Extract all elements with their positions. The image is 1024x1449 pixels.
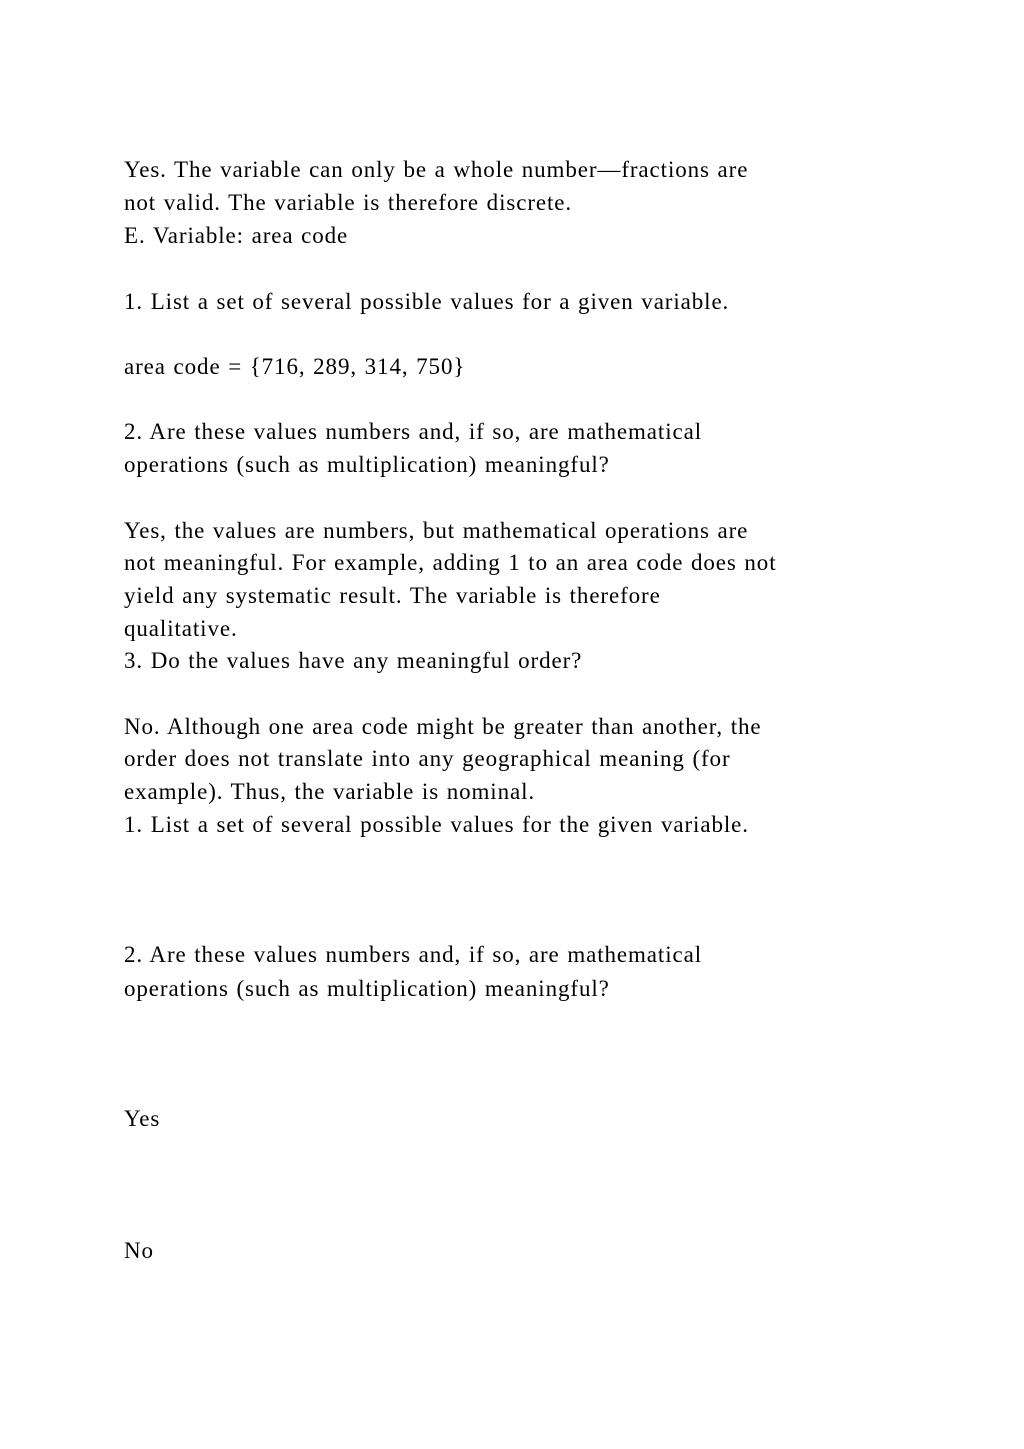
text-line: operations (such as multiplication) meaningful? <box>124 452 610 477</box>
text-line: Yes <box>124 1106 161 1131</box>
text-line: No <box>124 1238 154 1263</box>
text-line: 3. Do the values have any meaningful order? <box>124 648 583 673</box>
text-line: No. Although one area code might be greater than another, the <box>124 714 762 739</box>
text-line: 1. List a set of several possible values for a given variable. <box>124 289 730 314</box>
text-line: 2. Are these values numbers and, if so, are mathematical <box>124 419 703 444</box>
text-line: order does not translate into any geographical meaning (for <box>124 746 731 771</box>
text-line: 2. Are these values numbers and, if so, are mathematical <box>124 942 703 967</box>
text-line: example). Thus, the variable is nominal. <box>124 779 536 804</box>
text-line: operations (such as multiplication) meaningful? <box>124 976 610 1001</box>
text-line: Yes, the values are numbers, but mathematical operations are <box>124 518 749 543</box>
text-line: qualitative. <box>124 616 238 641</box>
text-line: not meaningful. For example, adding 1 to an area code does not <box>124 550 777 575</box>
text-line: area code = {716, 289, 314, 750} <box>124 354 466 379</box>
text-line: Yes. The variable can only be a whole number—fractions are <box>124 157 749 182</box>
text-line: 1. List a set of several possible values for the given variable. <box>124 812 749 837</box>
text-line: E. Variable: area code <box>124 223 349 248</box>
text-line: yield any systematic result. The variable is therefore <box>124 583 661 608</box>
text-line: not valid. The variable is therefore discrete. <box>124 190 573 215</box>
